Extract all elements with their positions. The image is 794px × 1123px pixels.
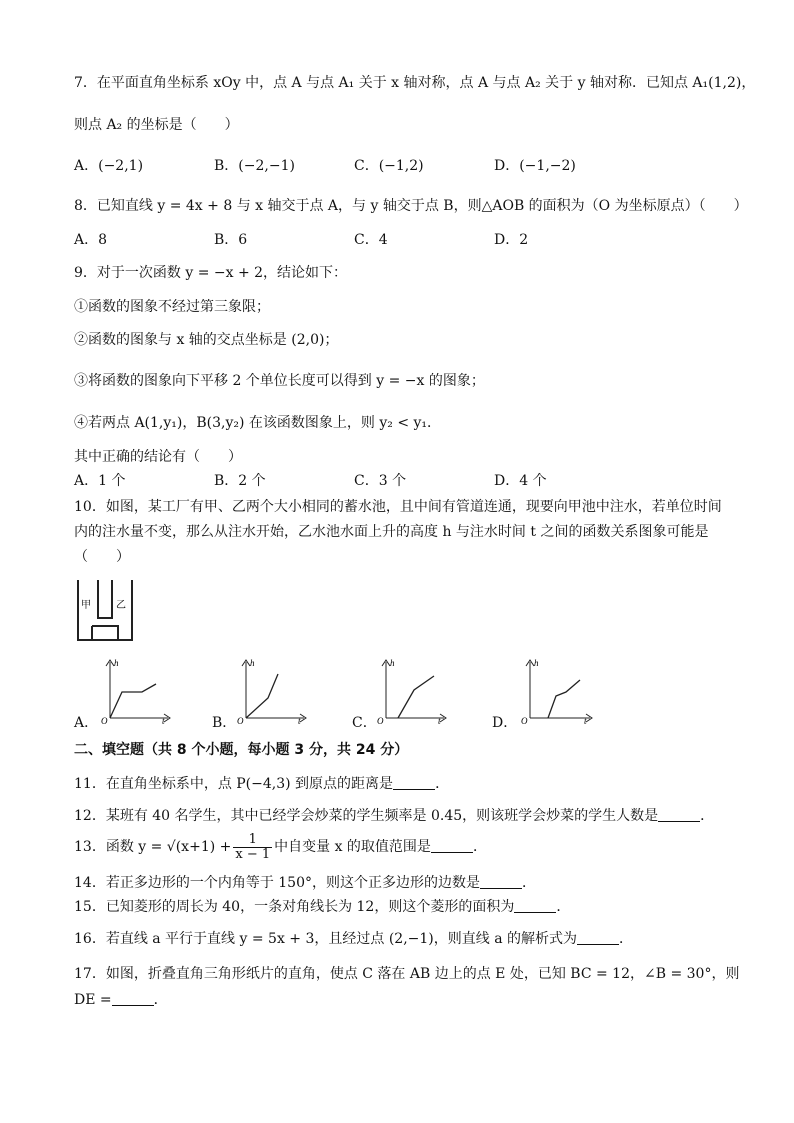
q7-option-c: C．(−1,2) — [354, 158, 424, 174]
q14 — [74, 874, 536, 892]
q11 — [74, 775, 449, 793]
tank-right-label: 乙 — [116, 600, 126, 611]
q13-end: ． — [472, 839, 487, 855]
q15-end: ． — [556, 899, 571, 915]
section-2-heading: 二、填空题（共 8 个小题，每小题 3 分，共 24 分） — [74, 742, 409, 758]
q8-option-d: D．2 — [494, 232, 529, 248]
graph-a — [96, 656, 174, 726]
q13-prefix: 13．函数 y = √(x+1) + — [74, 839, 232, 855]
q10-option-d: D． — [492, 715, 518, 731]
q8-stem: 8．已知直线 y = 4x + 8 与 x 轴交于点 A，与 y 轴交于点 B，则△AOB 的面积为（O 为坐标原点）（ ） — [74, 198, 748, 214]
q14-blank — [480, 874, 522, 889]
q7-stem-2: 则点 A₂ 的坐标是（ ） — [74, 117, 239, 133]
q11-end: ． — [435, 776, 450, 792]
q9-conclusion-2: ②函数的图象与 x 轴的交点坐标是 (2,0)； — [74, 332, 339, 348]
q9-question: 其中正确的结论有（ ） — [74, 449, 242, 465]
graph-a-h-label: h — [114, 658, 119, 668]
q17-line-2 — [74, 991, 168, 1009]
q17-end: ． — [153, 992, 168, 1008]
q8-option-b: B．6 — [214, 232, 248, 248]
q13-suffix: 中自变量 x 的取值范围是 — [274, 839, 431, 855]
q9-stem: 9．对于一次函数 y = −x + 2，结论如下： — [74, 265, 348, 281]
q9-conclusion-4: ④若两点 A(1,y₁)，B(3,y₂) 在该函数图象上，则 y₂ < y₁． — [74, 415, 442, 431]
q12 — [74, 807, 714, 825]
q14-text: 14．若正多边形的一个内角等于 150°，则这个正多边形的边数是 — [74, 875, 480, 891]
graph-b — [232, 656, 310, 726]
q17-stem: 17．如图，折叠直角三角形纸片的直角，使点 C 落在 AB 边上的点 E 处，已知 BC = 12，∠B = 30°，则 — [74, 966, 740, 982]
q10-stem: 10．如图，某工厂有甲、乙两个大小相同的蓄水池，且中间有管道连通，现要向甲池中注水，若单位时间 — [74, 499, 722, 515]
q10-stem-2: 内的注水量不变，那么从注水开始，乙水池水面上升的高度 h 与注水时间 t 之间的函数关系图象可能是 — [74, 524, 709, 540]
q9-option-d: D．4 个 — [494, 473, 547, 489]
graph-a-t-label: t — [162, 716, 165, 726]
graph-c-origin: O — [377, 716, 384, 726]
q7-option-a: A．(−2,1) — [74, 158, 144, 174]
q11-blank — [393, 775, 435, 790]
q12-end: ． — [700, 808, 715, 824]
q13-numerator: 1 — [233, 833, 272, 848]
q9-option-c: C．3 个 — [354, 473, 407, 489]
q12-blank — [658, 807, 700, 822]
graph-c — [372, 656, 450, 726]
q8-option-c: C．4 — [354, 232, 388, 248]
q17-de-label: DE = — [74, 992, 112, 1008]
graph-d — [516, 656, 596, 726]
q16-blank — [577, 930, 619, 945]
q14-end: ． — [522, 875, 536, 891]
q15-blank — [514, 898, 556, 913]
graph-a-origin: O — [101, 716, 108, 726]
q7-stem: 7．在平面直角坐标系 xOy 中，点 A 与点 A₁ 关于 x 轴对称，点 A 与点 A₂ 关于 y 轴对称．已知点 A₁(1,2)， — [74, 75, 756, 91]
q15-text: 15．已知菱形的周长为 40，一条对角线长为 12，则这个菱形的面积为 — [74, 899, 515, 915]
graph-d-t-label: t — [584, 716, 587, 726]
q11-text: 11．在直角坐标系中，点 P(−4,3) 到原点的距离是 — [74, 776, 394, 792]
tank-left-label: 甲 — [81, 600, 91, 611]
tank-figure — [74, 578, 136, 644]
q16-end: ． — [619, 931, 634, 947]
q10-stem-3: （ ） — [74, 549, 130, 565]
graph-d-origin: O — [521, 716, 528, 726]
graph-b-t-label: t — [298, 716, 301, 726]
q10-option-c: C． — [352, 715, 377, 731]
q13-blank — [431, 838, 473, 853]
q7-option-d: D．(−1,−2) — [494, 158, 576, 174]
graph-d-h-label: h — [534, 658, 539, 668]
q10-option-b: B． — [212, 715, 237, 731]
q9-option-b: B．2 个 — [214, 473, 266, 489]
graph-b-origin: O — [237, 716, 244, 726]
q12-text: 12．某班有 40 名学生，其中已经学会炒菜的学生频率是 0.45，则该班学会炒菜的学生人数是 — [74, 808, 659, 824]
q13 — [74, 832, 487, 862]
q8-option-a: A．8 — [74, 232, 108, 248]
graph-c-t-label: t — [438, 716, 441, 726]
q13-fraction — [233, 833, 272, 862]
q9-conclusion-1: ①函数的图象不经过第三象限； — [74, 299, 270, 315]
graph-c-h-label: h — [390, 658, 395, 668]
q9-option-a: A．1 个 — [74, 473, 126, 489]
q7-option-b: B．(−2,−1) — [214, 158, 295, 174]
q13-denominator: x − 1 — [235, 846, 271, 862]
q16-text: 16．若直线 a 平行于直线 y = 5x + 3，且经过点 (2,−1)，则直线 a 的解析式为 — [74, 931, 578, 947]
q16 — [74, 930, 633, 948]
q9-conclusion-3: ③将函数的图象向下平移 2 个单位长度可以得到 y = −x 的图象； — [74, 373, 485, 389]
q15 — [74, 898, 570, 916]
graph-b-h-label: h — [250, 658, 255, 668]
q17-blank — [112, 991, 154, 1006]
q10-option-a: A． — [74, 715, 99, 731]
